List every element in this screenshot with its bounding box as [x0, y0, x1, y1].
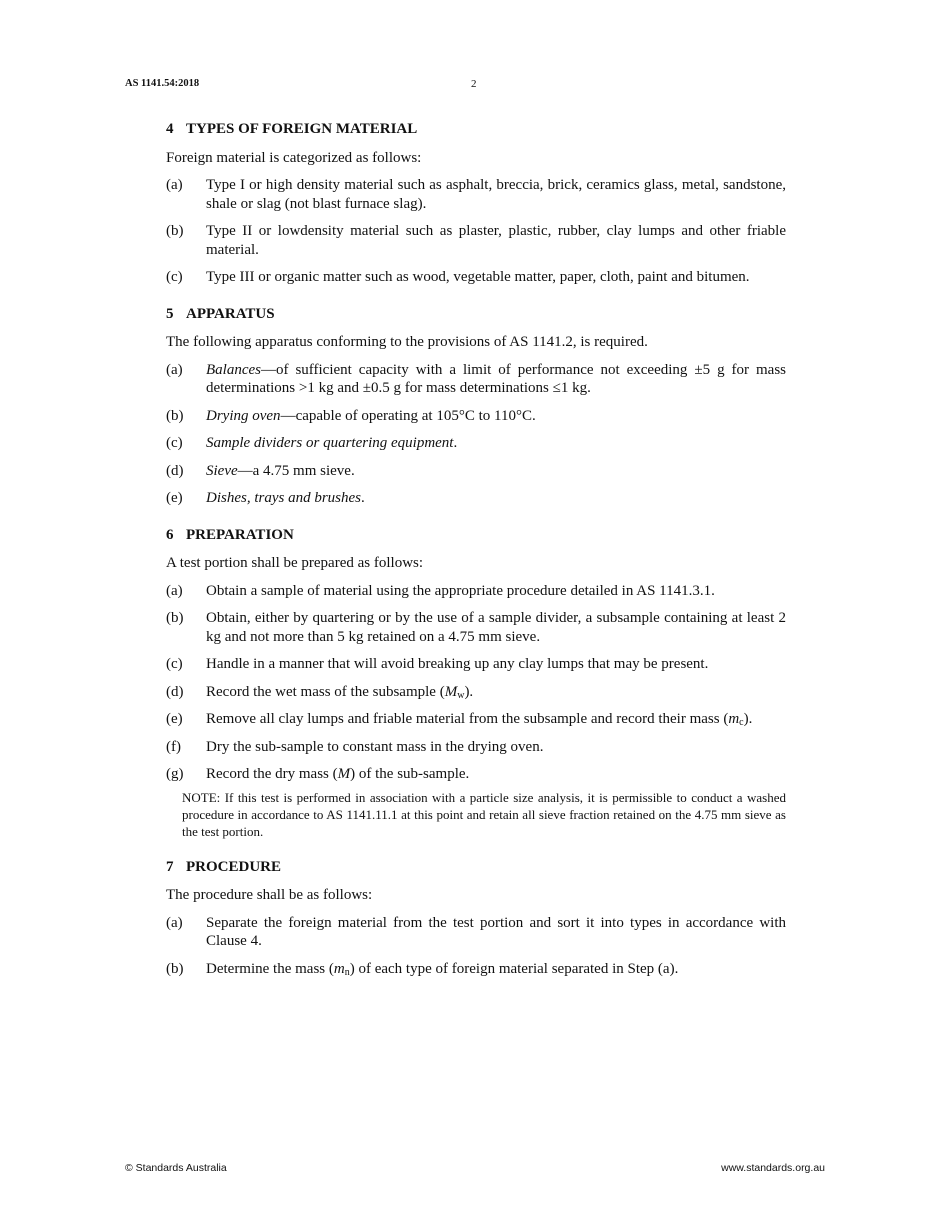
symbol: M: [337, 766, 351, 782]
symbol: m: [728, 711, 740, 727]
item-description: .: [453, 435, 458, 451]
item-text: Handle in a manner that will avoid breaking up any clay lumps that may be present.: [206, 656, 709, 672]
item-label: (c): [166, 656, 183, 672]
list-item: [166, 914, 786, 951]
clause-7: [166, 858, 786, 979]
item-text-part: Record the wet mass of the subsample (: [206, 683, 445, 700]
list-item: [166, 609, 786, 646]
item-text: [206, 489, 786, 508]
item-text: Type I or high density material such as asphalt, breccia, brick, ceramics glass, metal, sandstone, shale or slag (not blast furnace slag).: [206, 177, 786, 212]
item-label: (f): [166, 738, 181, 755]
list-item: [166, 434, 786, 453]
clause-heading: [166, 526, 786, 545]
item-text: Obtain, either by quartering or by the use of a sample divider, a subsample containing at least 2 kg and not more than 5 kg retained on a 4.75 mm sieve.: [206, 610, 786, 645]
list-item: [166, 710, 786, 729]
item-text: Obtain a sample of material using the appropriate procedure detailed in AS 1141.3.1.: [206, 582, 715, 599]
clause-intro: The following apparatus conforming to the provisions of AS 1141.2, is required.: [166, 334, 648, 350]
item-text-part: ).: [464, 683, 474, 700]
item-text: [206, 710, 786, 729]
item-label: (a): [166, 177, 183, 193]
website-url: www.standards.org.au: [721, 1162, 825, 1174]
item-description: —a 4.75 mm sieve.: [237, 462, 355, 479]
item-term: Dishes, trays and brushes: [206, 490, 362, 506]
item-label: (e): [166, 490, 183, 506]
symbol: m: [333, 960, 345, 977]
item-text-part: Record the dry mass (: [206, 766, 338, 782]
item-text-part: ) of each type of foreign material separated in Step (a).: [349, 960, 679, 977]
clause-intro: A test portion shall be prepared as follows:: [166, 555, 424, 571]
item-description: —of sufficient capacity with a limit of performance not exceeding ±5 g for mass determinations >1 kg and ±0.5 g for mass determinations ≤1 kg.: [206, 361, 786, 396]
item-text-part: Determine the mass (: [206, 960, 334, 977]
item-text-part: ) of the sub-sample.: [350, 766, 470, 782]
item-text: [206, 765, 786, 784]
list-item: [166, 738, 786, 757]
document-body: [166, 120, 786, 987]
item-label: (a): [166, 361, 183, 378]
item-text: [206, 960, 786, 979]
list-item: [166, 407, 786, 426]
item-term: Balances: [206, 361, 261, 378]
note: NOTE: If this test is performed in association with a particle size analysis, it is permissible to conduct a washed procedure in accordance to AS 1141.11.1 at this point and retain all sieve fraction retained on the 4.75 mm sieve as the test portion.: [182, 789, 786, 839]
list-item: [166, 268, 786, 287]
clause-4: [166, 120, 786, 287]
item-label: (c): [166, 435, 183, 451]
list-item: [166, 655, 786, 674]
item-label: (g): [166, 766, 184, 782]
item-label: (b): [166, 223, 184, 239]
symbol-subscript: c: [739, 717, 744, 728]
copyright-text: © Standards Australia: [125, 1162, 227, 1174]
clause-heading: [166, 120, 786, 139]
item-text: [206, 434, 786, 453]
item-text: Dry the sub-sample to constant mass in the drying oven.: [206, 738, 544, 755]
clause-title: TYPES OF FOREIGN MATERIAL: [186, 121, 418, 137]
clause-number: 7: [166, 858, 174, 875]
item-text: [206, 361, 786, 398]
clause-heading: [166, 858, 786, 877]
item-label: (b): [166, 407, 184, 424]
clause-heading: [166, 305, 786, 324]
item-label: (d): [166, 683, 184, 700]
item-label: (b): [166, 610, 184, 626]
clause-number: 6: [166, 526, 174, 543]
item-label: (c): [166, 269, 183, 285]
item-text: [206, 462, 786, 481]
item-term: Drying oven: [206, 407, 281, 424]
item-text: Type II or lowdensity material such as plaster, plastic, rubber, clay lumps and other friable material.: [206, 223, 786, 258]
list-item: [166, 462, 786, 481]
document-id: AS 1141.54:2018: [125, 78, 200, 89]
list-item: [166, 176, 786, 213]
page-footer: [125, 1162, 825, 1176]
item-text: Type III or organic matter such as wood, vegetable matter, paper, cloth, paint and bitumen.: [206, 269, 750, 285]
item-text: [206, 683, 786, 702]
clause-number: 5: [166, 305, 174, 322]
page-number: 2: [471, 78, 477, 90]
list-item: [166, 222, 786, 259]
item-term: Sample dividers or quartering equipment: [206, 435, 454, 451]
clause-title: PROCEDURE: [186, 858, 282, 875]
item-label: (b): [166, 960, 184, 977]
clause-title: APPARATUS: [186, 305, 275, 322]
item-label: (a): [166, 582, 183, 599]
item-description: .: [361, 490, 365, 506]
clause-number: 4: [166, 121, 174, 137]
item-term: Sieve: [206, 462, 238, 479]
item-description: —capable of operating at 105°C to 110°C.: [280, 407, 536, 424]
item-label: (d): [166, 462, 184, 479]
page-header: [125, 78, 825, 94]
symbol: M: [444, 683, 458, 700]
item-label: (e): [166, 711, 183, 727]
clause-6: [166, 526, 786, 840]
list-item: [166, 361, 786, 398]
symbol-subscript: n: [344, 966, 350, 978]
list-item: [166, 765, 786, 784]
item-label: (a): [166, 914, 183, 931]
item-text-part: Remove all clay lumps and friable material from the subsample and record their mass (: [206, 711, 729, 727]
list-item: [166, 489, 786, 508]
clause-intro: Foreign material is categorized as follows:: [166, 149, 422, 166]
list-item: [166, 683, 786, 702]
clause-5: [166, 305, 786, 508]
clause-title: PREPARATION: [186, 526, 294, 543]
item-text-part: ).: [743, 711, 753, 727]
list-item: [166, 960, 786, 979]
symbol-subscript: w: [457, 689, 465, 701]
list-item: [166, 582, 786, 601]
clause-intro: The procedure shall be as follows:: [166, 887, 373, 903]
item-text: [206, 407, 786, 426]
item-text: Separate the foreign material from the test portion and sort it into types in accordance with Clause 4.: [206, 914, 786, 949]
